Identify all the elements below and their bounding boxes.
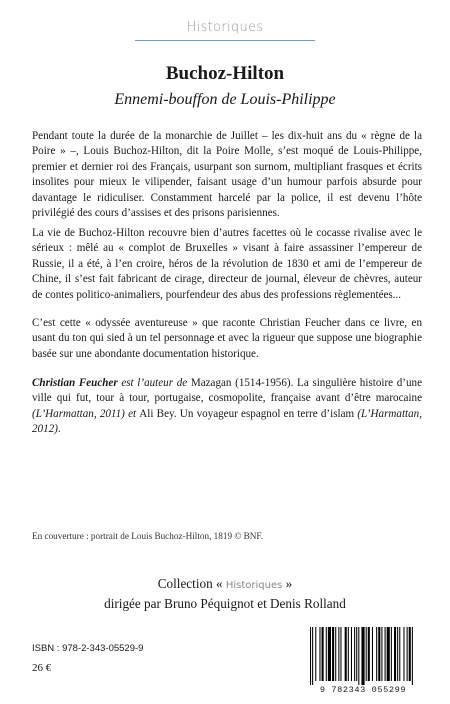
barcode-bar [322,627,324,681]
barcode-bar [312,627,313,685]
barcode-digits: 9 782343 055299 [319,685,407,695]
price: 26 € [32,662,52,674]
barcode-bar [315,627,316,681]
book2-title: Ali Bey [139,407,174,420]
book-subtitle: Ennemi-bouffon de Louis-Philippe [114,91,336,108]
barcode-bar [328,627,331,681]
barcode-bar [412,627,413,685]
author-is-author-of: est l’auteur de [117,377,191,389]
book2-publisher: (L’Harmattan, 2012) [32,407,422,436]
barcode-bar [387,627,390,681]
collection-suffix: » [282,576,293,591]
barcode-bar [385,627,386,681]
book1-description: . La singulière histoire d’une ville qui fut, tour à tour, portugaise, cosmopolite, française avant d’être marocaine [32,377,422,405]
cover-credit: En couverture : portrait de Louis Buchoz-Hilton, 1819 © BNF. [32,531,264,541]
blurb-paragraph-1: Pendant toute la durée de la monarchie de Juillet – les dix-huit ans du « règne de la Poire » –, Louis Buchoz-Hilton, dit la Poire Molle, s’est moqué de Louis-Philippe, premier et dernier roi des Français, usurpant son surnom, multipliant frasques et écrits insolites pour mieux le vilipender, faisant usage d’un humour parfois absurde pour davantage le ridiculiser. Constamment harcelé par la police, il est devenu l’hôte privilégié des cours d’assises et des prisons parisiennes. [32,130,422,220]
collection-line [0,575,450,595]
collection-prefix: Collection « [157,576,226,591]
barcode-bar [354,627,355,681]
series-logo: Historiques [186,20,264,35]
barcode-bar [372,627,373,681]
barcode-bar [378,627,380,681]
bio-end: . [57,423,61,436]
barcode-bar [351,627,352,681]
series-divider [135,40,315,41]
barcode-bar [358,627,359,685]
barcode-bar [326,627,327,681]
blurb-paragraph-2: La vie de Buchoz-Hilton recouvre bien d’autres facettes où le cocasse rivalise avec le sérieux : mêlé au « complot de Bruxelles » visant à faire assassiner l’empereur de Russie, il a été, à l’en croire, héros de la révolution de 1830 et ami de l’empereur de Chine, il s’est fait fabricant de cirage, directeur de journal, éleveur de chèvres, auteur de contes politico-animaliers, pourfendeur des abus des professions règlementées... [32,227,422,301]
book-title: Buchoz-Hilton [165,63,285,84]
barcode-bar [368,627,370,681]
collection-block [0,575,450,613]
barcode-bar [348,627,349,681]
barcode-bar [376,627,377,681]
barcode-bar [335,627,336,681]
author-bio [32,376,422,438]
barcode-bar [338,627,339,681]
barcode-bars [307,627,419,685]
barcode-bar [409,627,411,681]
barcode-bar [310,627,311,685]
barcode-bar [356,627,357,681]
bio-conjunction: et [124,407,140,420]
barcode-bar [403,627,404,681]
barcode-bar [381,627,382,681]
barcode-bar [394,627,396,681]
book2-description: . Un voyageur espagnol en terre d’islam [173,407,358,420]
barcode [307,627,419,685]
barcode-bar [319,627,320,681]
barcode-bar [407,627,408,681]
barcode-bar [366,627,367,681]
barcode-bar [332,627,334,681]
blurb-paragraph-3: C’est cette « odyssée aventureuse » que raconte Christian Feucher dans ce livre, en usant du ton qui sied à un tel personnage et avec la rigueur que suppose une biographie basée sur une abondante documentation historique. [32,317,422,360]
author-name: Christian Feucher [32,377,118,389]
collection-directors: dirigée par Bruno Péquignot et Denis Rolland [104,596,346,611]
collection-series-name: Historiques [225,580,283,591]
barcode-bar [340,627,341,681]
barcode-bar [391,627,392,681]
book1-publisher: (L’Harmattan, 2011) [32,407,125,420]
barcode-bar [397,627,398,681]
barcode-bar [345,627,347,681]
book1-title: Mazagan (1514-1956) [190,377,291,389]
barcode-bar [399,627,400,681]
barcode-bar [361,627,364,685]
isbn: ISBN : 978-2-343-05529-9 [32,643,144,654]
